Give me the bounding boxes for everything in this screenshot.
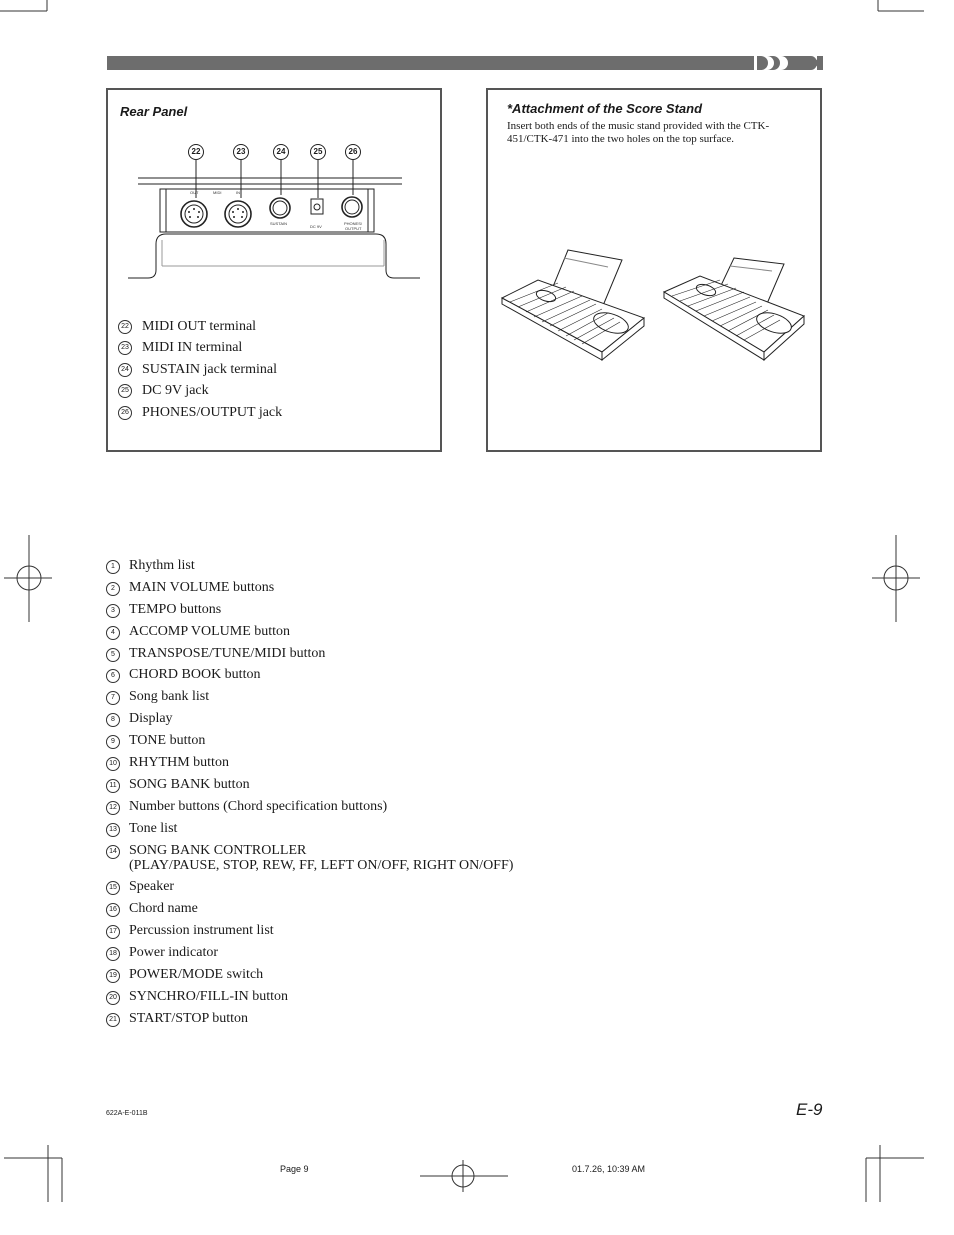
list-item — [106, 843, 666, 874]
item-label: START/STOP button — [129, 1010, 249, 1026]
item-label: Speaker — [129, 879, 175, 895]
item-label: TRANSPOSE/TUNE/MIDI button — [129, 645, 326, 661]
document-code: 622A-E-011B — [106, 1110, 148, 1117]
list-item — [106, 624, 666, 640]
item-number: 21 — [106, 1013, 120, 1027]
item-number: 23 — [118, 341, 132, 355]
item-label: PHONES/OUTPUT jack — [142, 404, 283, 420]
list-item — [106, 923, 666, 939]
rear-panel-title: Rear Panel — [120, 104, 188, 119]
item-number: 20 — [106, 991, 120, 1005]
label-in: IN — [236, 190, 240, 195]
item-number: 1 — [106, 560, 120, 574]
item-number: 6 — [106, 669, 120, 683]
item-label: MIDI OUT terminal — [142, 318, 257, 334]
item-number: 5 — [106, 648, 120, 662]
list-item — [106, 945, 666, 961]
item-label: CHORD BOOK button — [129, 667, 261, 683]
item-number: 22 — [118, 320, 132, 334]
item-label: Song bank list — [129, 689, 210, 705]
terminal-list — [118, 316, 282, 424]
diagram-number-24: 24 — [273, 144, 289, 160]
item-label: SONG BANK button — [129, 776, 250, 792]
label-output: OUTPUT — [345, 226, 362, 231]
header-bar — [107, 56, 823, 70]
item-label: Tone list — [129, 820, 178, 836]
label-dc9v: DC 9V — [310, 224, 322, 229]
label-phones: PHONES/ — [344, 221, 363, 226]
list-item — [118, 402, 282, 424]
item-label: POWER/MODE switch — [129, 967, 264, 983]
item-label: Display — [129, 711, 173, 727]
item-number: 10 — [106, 757, 120, 771]
list-item — [106, 799, 666, 815]
item-label: SUSTAIN jack terminal — [142, 361, 277, 377]
list-item — [118, 381, 282, 403]
rear-panel-drawing — [126, 140, 426, 290]
score-stand-title: *Attachment of the Score Stand — [507, 101, 703, 116]
list-item — [118, 359, 282, 381]
list-item — [118, 338, 282, 360]
item-number: 17 — [106, 925, 120, 939]
item-label: ACCOMP VOLUME button — [129, 623, 291, 639]
item-label: Number buttons (Chord specification buttons) — [129, 798, 388, 814]
keyboard-illustrations — [498, 240, 814, 376]
item-number: 11 — [106, 779, 120, 793]
item-number: 4 — [106, 626, 120, 640]
page-label: Page 9 — [280, 1164, 309, 1174]
item-number: 24 — [118, 363, 132, 377]
list-item — [118, 316, 282, 338]
list-item — [106, 821, 666, 837]
item-number: 18 — [106, 947, 120, 961]
diagram-number-22: 22 — [188, 144, 204, 160]
item-number: 9 — [106, 735, 120, 749]
item-number: 12 — [106, 801, 120, 815]
parts-list — [106, 558, 666, 1033]
list-item — [106, 967, 666, 983]
list-item — [106, 879, 666, 895]
list-item — [106, 901, 666, 917]
list-item — [106, 989, 666, 1005]
item-label: TONE button — [129, 733, 206, 749]
item-label-continued: (PLAY/PAUSE, STOP, REW, FF, LEFT ON/OFF, RIGHT ON/OFF) — [129, 858, 514, 874]
item-label: RHYTHM button — [129, 755, 229, 771]
item-number: 3 — [106, 604, 120, 618]
list-item — [106, 558, 666, 574]
list-item — [106, 667, 666, 683]
label-sustain: SUSTAIN — [270, 221, 288, 226]
diagram-number-26: 26 — [345, 144, 361, 160]
item-label: DC 9V jack — [142, 383, 209, 399]
label-midi: MIDI — [213, 190, 222, 195]
item-number: 8 — [106, 713, 120, 727]
item-number: 26 — [118, 406, 132, 420]
item-number: 7 — [106, 691, 120, 705]
list-item — [106, 755, 666, 771]
list-item — [106, 777, 666, 793]
item-label: Power indicator — [129, 945, 219, 961]
item-label: Rhythm list — [129, 558, 195, 573]
list-item — [106, 1011, 666, 1027]
item-label: MIDI IN terminal — [142, 340, 243, 356]
item-number: 15 — [106, 881, 120, 895]
item-label: TEMPO buttons — [129, 601, 222, 617]
item-number: 19 — [106, 969, 120, 983]
item-label: Chord name — [129, 901, 198, 917]
label-out: OUT — [190, 190, 199, 195]
item-label: Percussion instrument list — [129, 923, 274, 939]
list-item — [106, 689, 666, 705]
list-item — [106, 602, 666, 618]
list-item — [106, 711, 666, 727]
list-item — [106, 580, 666, 596]
page-number: E-9 — [796, 1100, 823, 1119]
list-item — [106, 733, 666, 749]
timestamp: 01.7.26, 10:39 AM — [572, 1164, 646, 1174]
item-label: SYNCHRO/FILL-IN button — [129, 988, 289, 1004]
diagram-number-23: 23 — [233, 144, 249, 160]
item-number: 2 — [106, 582, 120, 596]
diagram-number-25: 25 — [310, 144, 326, 160]
list-item — [106, 646, 666, 662]
score-stand-text: Insert both ends of the music stand provided with the CTK-451/CTK-471 into the two holes on the top surface. — [507, 120, 770, 145]
item-number: 13 — [106, 823, 120, 837]
item-label: MAIN VOLUME buttons — [129, 579, 275, 595]
item-number: 16 — [106, 903, 120, 917]
item-label: SONG BANK CONTROLLER — [129, 842, 307, 858]
item-number: 25 — [118, 384, 132, 398]
rear-panel-diagram — [126, 140, 426, 290]
item-number: 14 — [106, 845, 120, 859]
